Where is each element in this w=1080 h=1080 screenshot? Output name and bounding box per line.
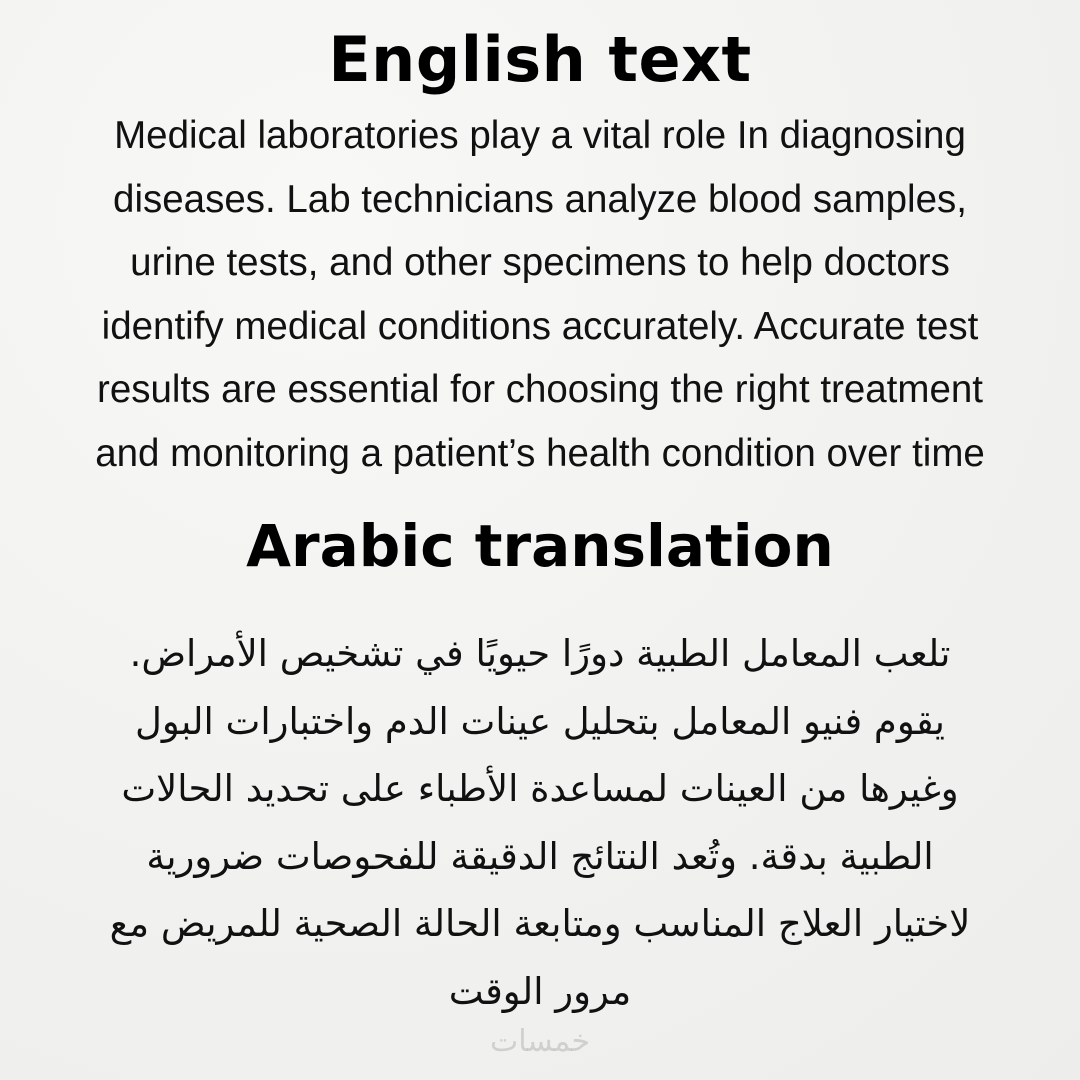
watermark: خمسات	[489, 1024, 591, 1059]
english-line: diseases. Lab technicians analyze blood samples,	[113, 177, 967, 221]
arabic-line: الطبية بدقة. وتُعد النتائج الدقيقة للفحوصات ضرورية	[146, 834, 934, 878]
arabic-line: لاختيار العلاج المناسب ومتابعة الحالة الصحية للمريض مع	[109, 902, 971, 945]
arabic-paragraph	[10, 620, 1070, 1025]
english-line: urine tests, and other specimens to help doctors	[130, 241, 950, 284]
english-line: results are essential for choosing the right treatment	[97, 368, 983, 411]
english-heading: English text	[328, 23, 752, 96]
english-line: identify medical conditions accurately. Accurate test	[101, 304, 979, 348]
english-paragraph	[10, 104, 1070, 485]
arabic-heading: Arabic translation	[246, 512, 834, 580]
arabic-line: يقوم فنيو المعامل بتحليل عينات الدم واختبارات البول	[135, 699, 945, 743]
arabic-line: وغيرها من العينات لمساعدة الأطباء على تحديد الحالات	[121, 767, 959, 810]
english-line: and monitoring a patient’s health condition over time	[95, 431, 985, 475]
arabic-line: تلعب المعامل الطبية دورًا حيويًا في تشخيص الأمراض.	[129, 632, 951, 675]
english-line: Medical laboratories play a vital role In diagnosing	[114, 114, 966, 157]
arabic-line: مرور الوقت	[448, 969, 632, 1013]
